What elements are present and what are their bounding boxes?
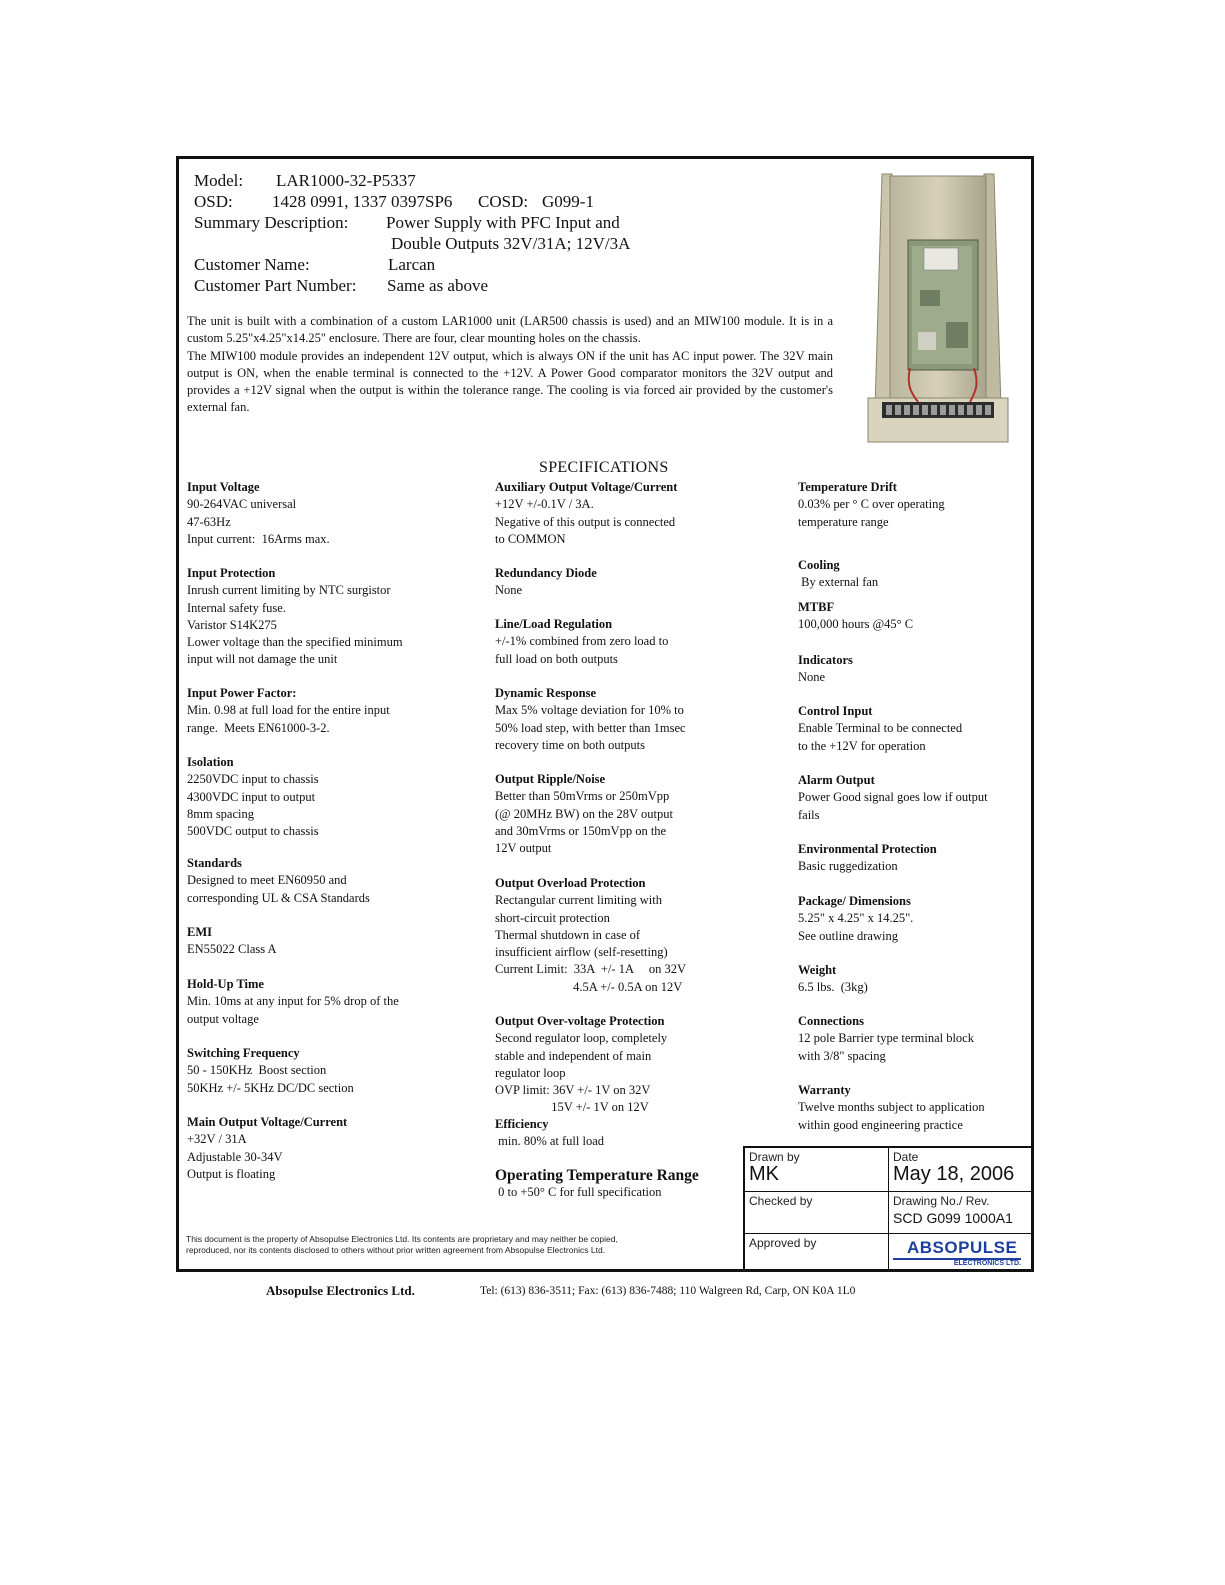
spec-line: EN55022 Class A: [187, 942, 277, 957]
spec-heading: Efficiency: [495, 1117, 549, 1131]
spec-heading: Control Input: [798, 704, 873, 718]
spec-line: +32V / 31A: [187, 1132, 247, 1147]
spec-heading: Input Protection: [187, 566, 276, 580]
spec-section: [798, 703, 962, 755]
spec-line: within good engineering practice: [798, 1117, 963, 1132]
spec-line: 50 - 150KHz Boost section: [187, 1063, 327, 1078]
spec-line: Designed to meet EN60950 and: [187, 873, 347, 888]
proprietary-notice-line1: This document is the property of Absopulse Electronics Ltd. Its contents are proprietary and may neither be copied,: [186, 1234, 618, 1244]
logo-wordmark: ABSOPULSE: [907, 1238, 1018, 1257]
checked-by-label: Checked by: [749, 1194, 813, 1208]
spec-section: [495, 771, 673, 857]
spec-heading: Dynamic Response: [495, 686, 597, 700]
spec-line: 15V +/- 1V on 12V: [495, 1100, 649, 1115]
title-block: [743, 1146, 1034, 1272]
spec-line: Twelve months subject to application: [798, 1100, 985, 1115]
footer-company: Absopulse Electronics Ltd.: [266, 1283, 415, 1298]
spec-line: to COMMON: [495, 531, 566, 546]
drawn-by-label: Drawn by: [749, 1150, 800, 1164]
spec-heading: Input Voltage: [187, 480, 260, 494]
spec-line: Better than 50mVrms or 250mVpp: [495, 789, 670, 804]
spec-line: to the +12V for operation: [798, 738, 926, 753]
spec-heading: Main Output Voltage/Current: [187, 1115, 348, 1129]
approved-by-label: Approved by: [749, 1236, 817, 1250]
spec-heading: Hold-Up Time: [187, 977, 264, 991]
spec-heading: Output Overload Protection: [495, 876, 646, 890]
customer-part-value: Same as above: [387, 276, 489, 295]
date-value: May 18, 2006: [893, 1163, 1015, 1185]
spec-line: recovery time on both outputs: [495, 737, 645, 752]
spec-line: Power Good signal goes low if output: [798, 790, 988, 805]
date-label: Date: [893, 1150, 919, 1164]
cosd-value: G099-1: [542, 192, 594, 211]
spec-line: Input current: 16Arms max.: [187, 531, 330, 546]
absopulse-logo: [893, 1238, 1021, 1268]
spec-line: 12 pole Barrier type terminal block: [798, 1031, 974, 1046]
spec-heading: Warranty: [798, 1083, 851, 1097]
spec-line: 50% load step, with better than 1msec: [495, 720, 686, 735]
spec-heading: Operating Temperature Range: [495, 1167, 699, 1184]
drawn-by-value: MK: [749, 1163, 779, 1185]
spec-line: Thermal shutdown in case of: [495, 927, 641, 942]
spec-line: range. Meets EN61000-3-2.: [187, 720, 330, 735]
spec-section: [187, 754, 319, 840]
spec-heading: Input Power Factor:: [187, 686, 297, 700]
intro-paragraph-1: The unit is built with a combination of a custom LAR1000 unit (LAR500 chassis is used) and an MIW100 module. It is in a custom 5.25"x4.25"x14.25" enclosure. There are four, clear mounting holes on the chassis.: [187, 314, 833, 346]
spec-section: [798, 599, 913, 634]
spec-section: [187, 855, 370, 907]
spec-section: [495, 1116, 604, 1151]
spec-section: [187, 1045, 354, 1097]
spec-line: output voltage: [187, 1011, 259, 1026]
spec-heading: Line/Load Regulation: [495, 617, 613, 631]
footer-contact: Tel: (613) 836-3511; Fax: (613) 836-7488; 110 Walgreen Rd, Carp, ON K0A 1L0: [480, 1285, 856, 1297]
spec-line: Enable Terminal to be connected: [798, 721, 963, 736]
spec-section: [798, 652, 853, 687]
spec-heading: Weight: [798, 963, 837, 977]
spec-section: [798, 962, 868, 997]
spec-heading: Alarm Output: [798, 773, 875, 787]
drawing-no-cell: [889, 1192, 1034, 1234]
spec-heading: Isolation: [187, 755, 234, 769]
spec-heading: MTBF: [798, 600, 835, 614]
spec-line: Basic ruggedization: [798, 859, 898, 874]
model-label: Model:: [194, 171, 244, 190]
spec-line: temperature range: [798, 514, 889, 529]
spec-line: +/-1% combined from zero load to: [495, 634, 669, 649]
spec-section: [187, 1114, 347, 1183]
spec-line: 0.03% per ° C over operating: [798, 497, 945, 512]
spec-line: 47-63Hz: [187, 514, 231, 529]
spec-section: [495, 479, 677, 548]
spec-line: 4300VDC input to output: [187, 789, 316, 804]
drawing-no-value: SCD G099 1000A1: [893, 1210, 1013, 1226]
spec-heading: Temperature Drift: [798, 480, 897, 494]
spec-heading: Output Ripple/Noise: [495, 772, 606, 786]
spec-section: [187, 685, 390, 737]
spec-section: [187, 924, 277, 959]
spec-line: min. 80% at full load: [495, 1134, 605, 1149]
spec-line: short-circuit protection: [495, 910, 610, 925]
spec-heading: Cooling: [798, 558, 840, 572]
spec-line: Negative of this output is connected: [495, 514, 676, 529]
customer-name-value: Larcan: [388, 255, 436, 274]
model-value: LAR1000-32-P5337: [276, 171, 416, 190]
spec-line: Max 5% voltage deviation for 10% to: [495, 703, 684, 718]
logo-subtext: ELECTRONICS LTD.: [953, 1260, 1021, 1267]
spec-line: 100,000 hours @45° C: [798, 617, 914, 632]
summary-line2: Double Outputs 32V/31A; 12V/3A: [391, 234, 631, 253]
spec-heading: Switching Frequency: [187, 1046, 300, 1060]
spec-heading: Output Over-voltage Protection: [495, 1014, 665, 1028]
spec-section: [798, 479, 945, 531]
product-photo: [862, 172, 1014, 446]
spec-heading: Package/ Dimensions: [798, 894, 911, 908]
drawing-no-label: Drawing No./ Rev.: [893, 1194, 990, 1208]
spec-section: [798, 557, 878, 592]
spec-line: 0 to +50° C for full specification: [495, 1185, 662, 1200]
drawn-by-cell: [745, 1148, 889, 1192]
spec-section: [495, 685, 686, 754]
checked-by-cell: [745, 1192, 889, 1234]
spec-line: full load on both outputs: [495, 651, 618, 666]
spec-line: 6.5 lbs. (3kg): [798, 980, 868, 995]
spec-line: 12V output: [495, 841, 552, 856]
customer-name-label: Customer Name:: [194, 255, 310, 274]
spec-line: Internal safety fuse.: [187, 600, 286, 615]
spec-heading: Indicators: [798, 653, 853, 667]
spec-line: Adjustable 30-34V: [187, 1149, 283, 1164]
approved-by-cell: [745, 1234, 889, 1272]
spec-section: [495, 616, 668, 668]
date-cell: [889, 1148, 1034, 1192]
customer-part-label: Customer Part Number:: [194, 276, 357, 295]
spec-line: None: [798, 670, 826, 685]
summary-label: Summary Description:: [194, 213, 349, 232]
spec-line: Inrush current limiting by NTC surgistor: [187, 583, 391, 598]
spec-section: [798, 772, 988, 824]
spec-section: [187, 976, 399, 1028]
spec-section: [187, 479, 330, 548]
spec-line: 2250VDC input to chassis: [187, 772, 319, 787]
spec-line: By external fan: [798, 575, 879, 590]
spec-line: fails: [798, 807, 820, 822]
spec-line: with 3/8" spacing: [798, 1048, 886, 1063]
spec-line: Lower voltage than the specified minimum: [187, 635, 403, 650]
spec-line: Output is floating: [187, 1166, 276, 1181]
osd-label: OSD:: [194, 192, 233, 211]
spec-heading: Connections: [798, 1014, 864, 1028]
intro-paragraph-2: The MIW100 module provides an independent 12V output, which is always ON if the unit has AC input power. The 32V main output is ON, when the enable terminal is connected to the +12V. A Power Good comparator monitors the 32V output and provides a +12V signal when the output is within the tolerance range. The cooling is via forced air provided by the customer's external fan.: [187, 348, 833, 415]
spec-line: None: [495, 583, 523, 598]
spec-line: Current Limit: 33A +/- 1A on 32V: [495, 962, 687, 977]
spec-heading: Redundancy Diode: [495, 566, 597, 580]
spec-line: (@ 20MHz BW) on the 28V output: [495, 806, 673, 821]
spec-section: [798, 841, 937, 876]
spec-heading: EMI: [187, 925, 212, 939]
spec-section: [798, 1013, 974, 1065]
cosd-label: COSD:: [478, 192, 529, 211]
proprietary-notice: [186, 1234, 618, 1256]
spec-line: 500VDC output to chassis: [187, 824, 319, 839]
spec-line: 50KHz +/- 5KHz DC/DC section: [187, 1080, 354, 1095]
spec-line: Min. 0.98 at full load for the entire input: [187, 703, 390, 718]
spec-line: regulator loop: [495, 1065, 566, 1080]
osd-value: 1428 0991, 1337 0397SP6: [272, 192, 453, 211]
spec-line: Min. 10ms at any input for 5% drop of the: [187, 994, 399, 1009]
spec-line: OVP limit: 36V +/- 1V on 32V: [495, 1083, 651, 1098]
spec-line: stable and independent of main: [495, 1048, 652, 1063]
spec-line: corresponding UL & CSA Standards: [187, 890, 370, 905]
spec-section: [495, 565, 597, 600]
spec-section: [495, 1167, 699, 1202]
spec-line: insufficient airflow (self-resetting): [495, 945, 668, 960]
spec-line: 4.5A +/- 0.5A on 12V: [495, 979, 683, 994]
spec-line: and 30mVrms or 150mVpp on the: [495, 823, 667, 838]
spec-section: [187, 565, 403, 669]
spec-line: Second regulator loop, completely: [495, 1031, 668, 1046]
spec-line: input will not damage the unit: [187, 652, 338, 667]
proprietary-notice-line2: reproduced, nor its contents disclosed to others without prior written agreement from Absopulse Electronics Ltd.: [186, 1245, 606, 1255]
specifications-title: SPECIFICATIONS: [539, 459, 669, 476]
spec-section: [495, 1013, 667, 1117]
spec-section: [798, 893, 913, 945]
logo-cell: [889, 1234, 1034, 1272]
spec-line: 8mm spacing: [187, 806, 255, 821]
spec-line: +12V +/-0.1V / 3A.: [495, 497, 594, 512]
spec-line: 90-264VAC universal: [187, 497, 297, 512]
spec-heading: Environmental Protection: [798, 842, 937, 856]
spec-line: Rectangular current limiting with: [495, 893, 662, 908]
intro-description: [187, 313, 833, 417]
spec-section: [798, 1082, 985, 1134]
spec-heading: Auxiliary Output Voltage/Current: [495, 480, 678, 494]
spec-line: Varistor S14K275: [187, 617, 277, 632]
summary-line1: Power Supply with PFC Input and: [386, 213, 620, 232]
spec-line: 5.25" x 4.25" x 14.25".: [798, 911, 914, 926]
spec-line: See outline drawing: [798, 928, 898, 943]
spec-section: [495, 875, 686, 996]
spec-heading: Standards: [187, 856, 242, 870]
